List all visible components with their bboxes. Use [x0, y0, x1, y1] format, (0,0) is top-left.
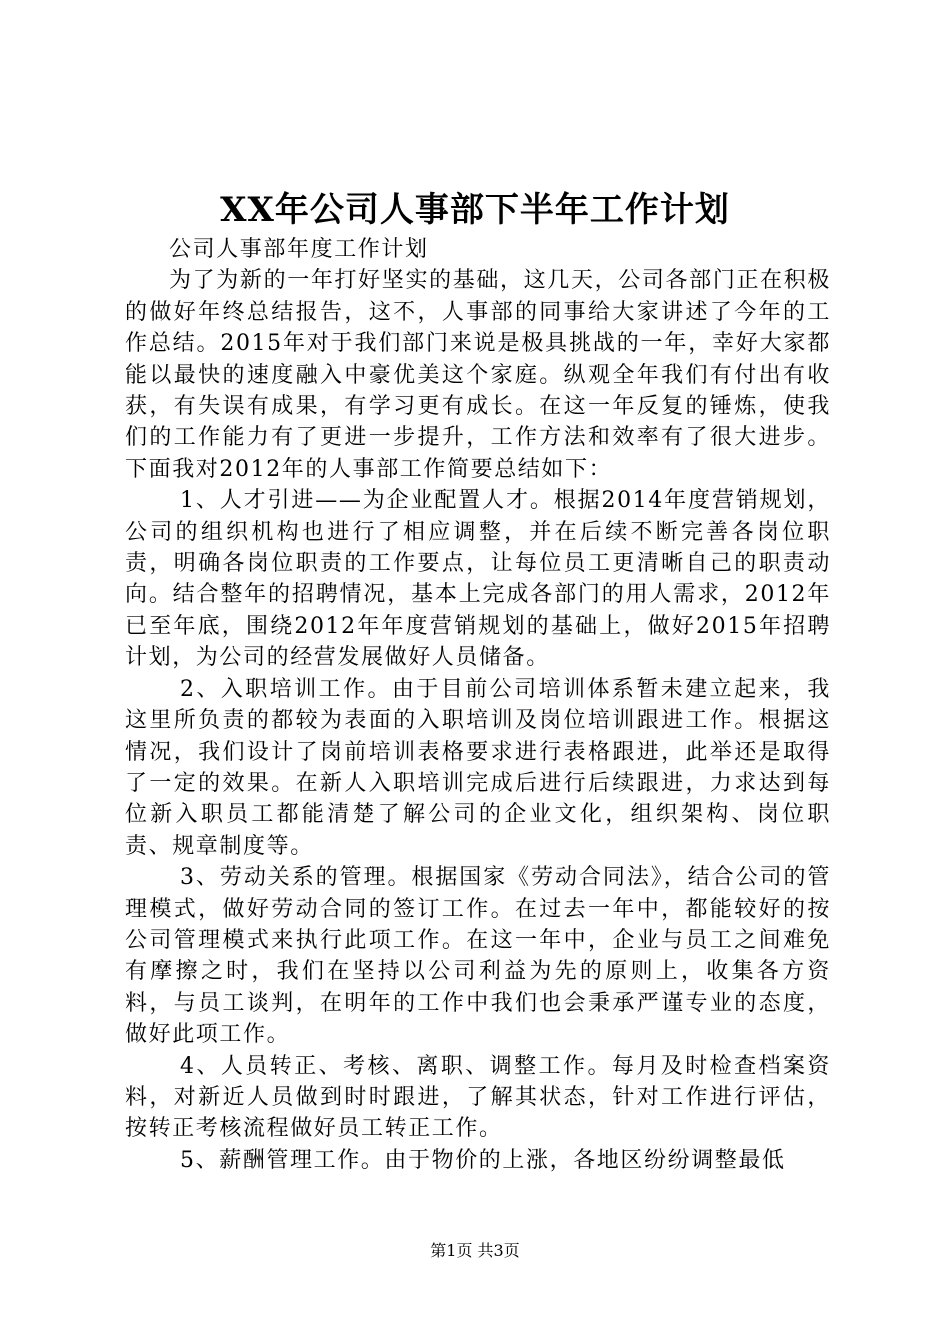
paragraph-intro: 为了为新的一年打好坚实的基础，这几天，公司各部门正在积极的做好年终总结报告，这不，人事部的同事给大家讲述了今年的工作总结。2015年对于我们部门来说是极具挑战的一年，幸好大家都能以最快的速度融入中豪优美这个家庭。纵观全年我们有付出有收获，有失误有成果，有学习更有成长。在这一年反复的锤炼，使我们的工作能力有了更进一步提升，工作方法和效率有了很大进步。下面我对2012年的人事部工作简要总结如下： [125, 268, 831, 482]
document-body [125, 234, 831, 1176]
document-title: XX年公司人事部下半年工作计划 [220, 190, 730, 230]
paragraph-subtitle: 公司人事部年度工作计划 [169, 237, 429, 262]
paragraph-item-1: 1、人才引进——为企业配置人才。根据2014年度营销规划，公司的组织机构也进行了相应调整，并在后续不断完善各岗位职责，明确各岗位职责的工作要点，让每位员工更清晰自己的职责动向。结合整年的招聘情况，基本上完成各部门的用人需求，2012年已至年底，围绕2012年年度营销规划的基础上，做好2015年招聘计划，为公司的经营发展做好人员储备。 [125, 488, 831, 671]
page-footer: 第1页 共3页 [430, 1241, 520, 1260]
paragraph-item-4: 4、人员转正、考核、离职、调整工作。每月及时检查档案资料，对新近人员做到时时跟进，了解其状态，针对工作进行评估，按转正考核流程做好员工转正工作。 [125, 1053, 831, 1142]
paragraph-item-5: 5、薪酬管理工作。由于物价的上涨，各地区纷纷调整最低 [180, 1147, 786, 1173]
paragraph-item-2: 2、入职培训工作。由于目前公司培训体系暂未建立起来，我这里所负责的都较为表面的入职培训及岗位培训跟进工作。根据这情况，我们设计了岗前培训表格要求进行表格跟进，此举还是取得了一定的效果。在新人入职培训完成后进行后续跟进，力求达到每位新入职员工都能清楚了解公司的企业文化，组织架构、岗位职责、规章制度等。 [125, 676, 831, 859]
paragraph-item-3: 3、劳动关系的管理。根据国家《劳动合同法》，结合公司的管理模式，做好劳动合同的签订工作。在过去一年中，都能较好的按公司管理模式来执行此项工作。在这一年中，企业与员工之间难免有摩擦之时，我们在坚持以公司利益为先的原则上，收集各方资料，与员工谈判，在明年的工作中我们也会秉承严谨专业的态度，做好此项工作。 [125, 865, 831, 1048]
